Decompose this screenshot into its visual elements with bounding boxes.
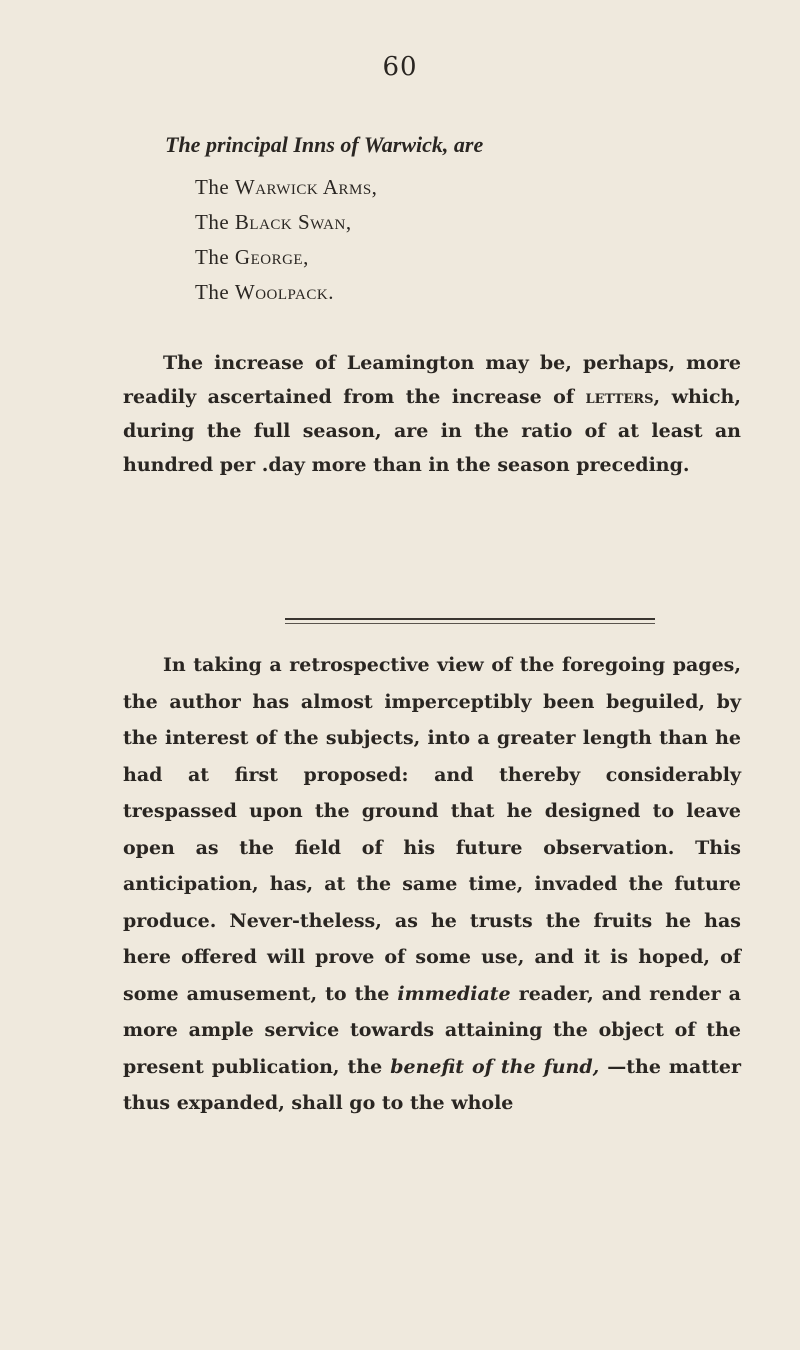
section-divider [285,618,655,620]
inn-item: The Warwick Arms, [195,175,378,199]
leamington-paragraph: The increase of Leamington may be, perhaps, more readily ascertained from the increase of letters, which, during the full season, are in the ratio of at least an hundred per .day more than in the season preceding. [123,352,741,476]
inn-item: The Woolpack. [195,280,334,304]
retrospective-paragraph: In taking a retrospective view of the foregoing pages, the author has almost imperceptibly been beguiled, by the interest of the subjects, into a greater length than he had at first proposed: and thereby considerably trespassed upon the ground that he designed to leave open as the field of his future observation. This anticipation, has, at the same time, invaded the future produce. Never-theless, as he trusts the fruits he has here offered will prove of some use, and it is hoped, of some amusement, to the immediate reader, and render a more ample service towards attaining the object of the present publication, the benefit of the fund, —the matter thus expanded, shall go to the whole [123,654,741,1114]
inn-item: The George, [195,245,309,269]
inns-list [195,170,377,310]
inns-heading: The principal Inns of Warwick, are [165,132,484,157]
page-number: 60 [382,52,418,82]
inn-item: The Black Swan, [195,210,352,234]
section-divider-thin [285,623,655,624]
